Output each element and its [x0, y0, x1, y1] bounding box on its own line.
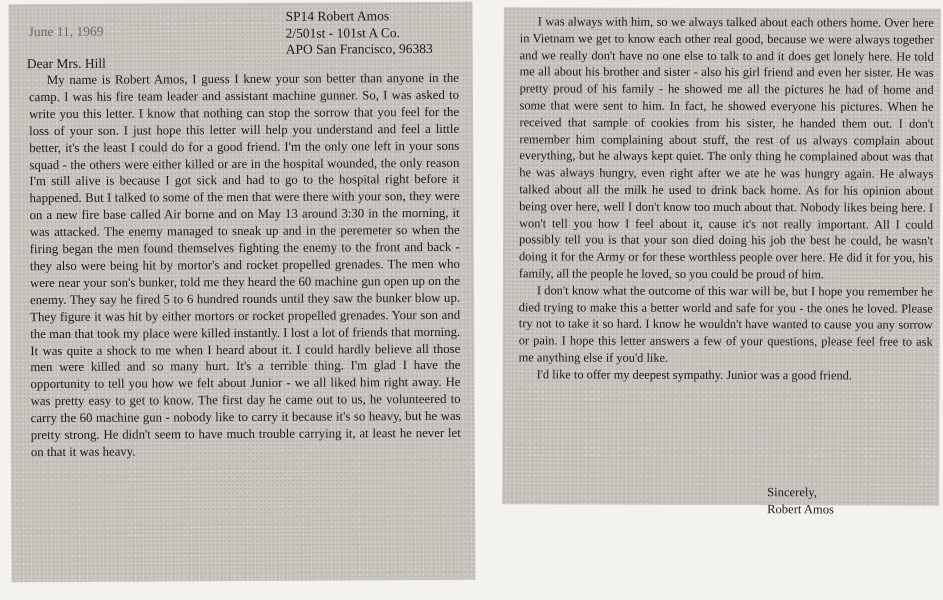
letter-closing	[767, 484, 834, 518]
closing-salutation: Sincerely,	[767, 485, 818, 500]
letter-paragraph-3: I'd like to offer my deepest sympathy. Junior was a good friend.	[536, 367, 852, 383]
letter-page-left	[8, 2, 475, 582]
sender-name-line: SP14 Robert Amos	[285, 8, 390, 24]
letter-body-paragraph: My name is Robert Amos, I guess I knew your son better than anyone in the camp. I was his fire team leader and assistant machine gunner. So, I was asked to write you this letter. I know that nothing can stop the sorrow that you feel for the loss of your son. I just hope this letter will help you understand and feel a little better, it's the least I could do for a good friend. I'm the only one left in your sons squad - the others were either killed or are in the hospital wounded, the only reason I'm still alive is because I got sick and had to go to the hospital right before it happened. But I talked to some of the men that were there with your son, they were on a new fire base called Air borne and on May 13 around 3:30 in the morning, it was attacked. The enemy managed to sneak up and in the peremeter so when the firing began the men found themselves fighting the enemy to the front and back - they also were being hit by mortor's and rocket propelled grenades. The men who were near your son's bunker, told me they heard the 60 machine gun open up on the enemy. They say he fired 5 to 6 hundred rounds until they saw the bunker blow up. They figure it was hit by either mortors or rocket propelled grenades. Your son and the man that took my place were killed instantly. I lost a lot of friends that morning. It was quite a shock to me when I heard about it. I could hardly believe all those men were killed and so many hurt. It's a terrible thing. I'm glad I have the opportunity to tell you how we felt about Junior - we all liked him right away. He was pretty easy to get to know. The first day he came out to us, he volunteered to carry the 60 machine gun - nobody like to carry it because it's so heavy, but he was pretty strong. He didn't seem to have much trouble carrying it, at least he never let on that it was heavy.	[28, 70, 461, 460]
letter-date: June 11, 1969	[28, 23, 104, 40]
letter-page-right	[502, 7, 941, 517]
letter-body-continued	[519, 13, 934, 384]
salutation: Dear Mrs. Hill	[26, 55, 106, 72]
letter-paragraph-2: I don't know what the outcome of this war will be, but I hope you remember he died trying to make this a better world and safe for you - the ones he loved. Please try not to take it so hard. I know he wouldn't have wanted to cause you any sorrow or pain. I hope this letter answers a few of your questions, please feel free to ask me anything else if you'd like.	[518, 283, 933, 365]
sender-address	[286, 8, 433, 58]
sender-apo-line: APO San Francisco, 96383	[285, 40, 433, 57]
signature-name: Robert Amos	[767, 502, 834, 517]
sender-unit-line: 2/501st - 101st A Co.	[285, 24, 401, 41]
letter-paragraph-1: I was always with him, so we always talked about each others home. Over here in Vietnam we get to know each other real good, because we were always together and we really don't have no one else to talk to and it does get lonely here. He told me all about his brother and sister - also his girl friend and even her sister. He was pretty proud of his family - he showed me all the pictures he had of home and some that were sent to him. In fact, he showed everyone his pictures. When he received that sample of cookies from his sister, he handed them out. I don't remember him complaining about stuff, the rest of us always complain about everything, but he always kept quiet. The only thing he complained about was that he was always hungry, even right after we ate he was hungry again. He always talked about all the milk he used to drink back home. As for his opinion about being over here, well I don't know too much about that. Nobody likes being here. I won't tell you how I feel about it, cause it's not really important. All I could possibly tell you is that your son died doing his job the best he could, he wasn't doing it for the Army or for these worthless people over here. He did it for you, his family, all the people he loved, so you could be proud of him.	[518, 14, 934, 282]
